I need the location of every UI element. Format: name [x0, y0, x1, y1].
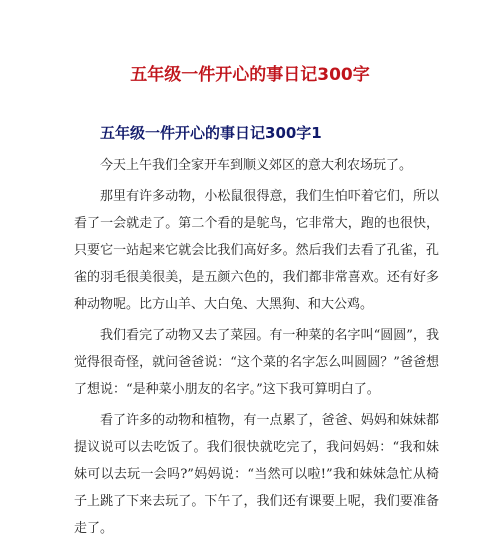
section-heading: 五年级一件开心的事日记300字1 — [100, 124, 322, 142]
paragraph-3: 我们看完了动物又去了菜园。有一种菜的名字叫“圆圆”，我觉得很奇怪，就问爸爸说：“这个菜的名字怎么叫圆圆？”爸爸想了想说：“是种菜小朋友的名字。”这下我可算明白了。 — [74, 328, 439, 397]
page-title: 五年级一件开心的事日记300字 — [130, 65, 370, 85]
paragraph-1: 今天上午我们全家开车到顺义郊区的意大利农场玩了。 — [100, 158, 413, 173]
paragraph-2: 那里有许多动物，小松鼠很得意，我们生怕吓着它们，所以看了一会就走了。第二个看的是鸵鸟，它非常大，跑的也很快，只要它一站起来它就会比我们高好多。然后我们去看了孔雀，孔雀的羽毛很美很美，是五颜六色的，我们都非常喜欢。还有好多种动物呢。比方山羊、大白兔、大黑狗、和大公鸡。 — [74, 189, 439, 312]
paragraph-4: 看了许多的动物和植物，有一点累了，爸爸、妈妈和妹妹都提议说可以去吃饭了。我们很快就吃完了，我问妈妈：“我和妹妹可以去玩一会吗?”妈妈说：“当然可以啦!”我和妹妹急忙从椅子上跳了下来去玩了。下午了，我们还有课要上呢，我们要准备走了。 — [74, 413, 439, 536]
article-body — [74, 152, 439, 546]
